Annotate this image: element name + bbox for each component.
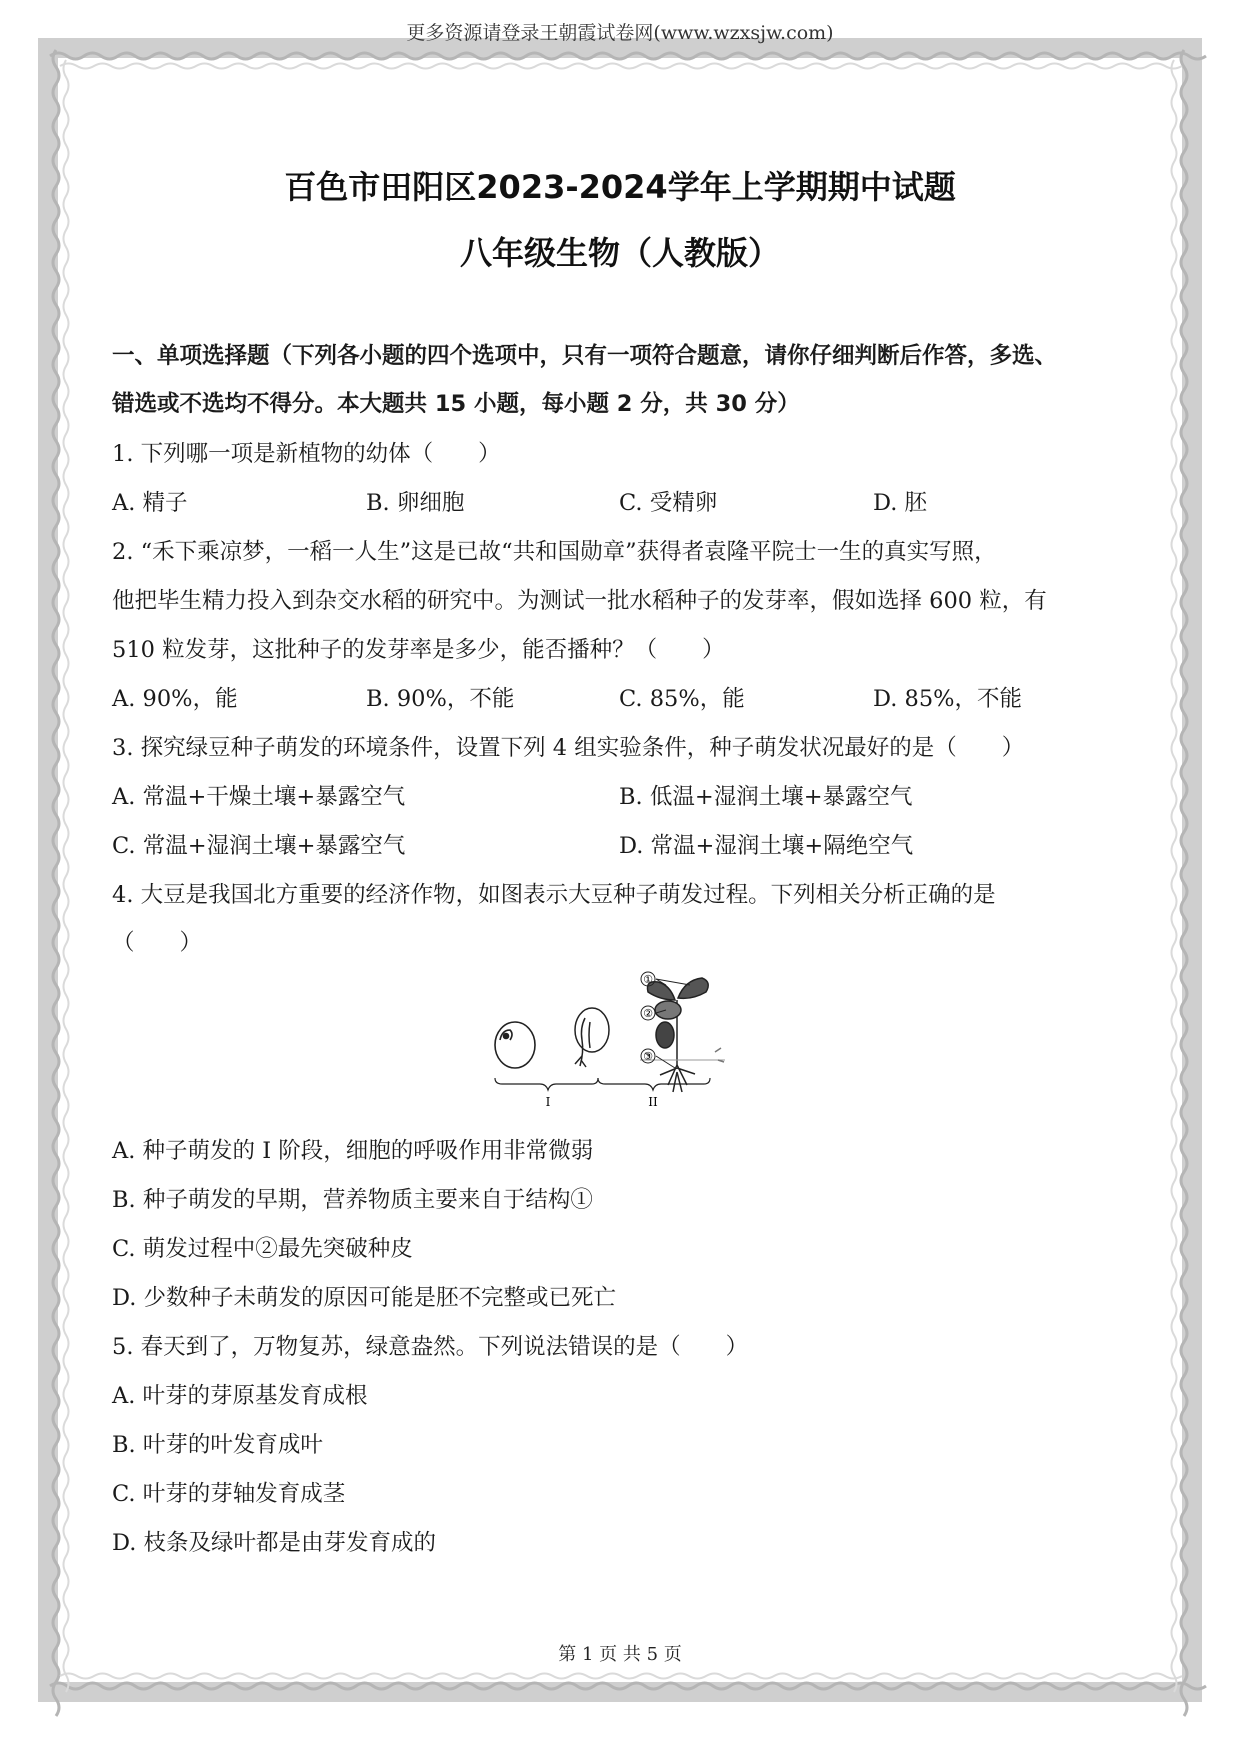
q1-option-a: A. 精子 [112, 490, 188, 516]
q3-option-a: A. 常温+干燥土壤+暴露空气 [112, 784, 406, 810]
exam-subtitle: 八年级生物（人教版） [459, 234, 780, 272]
soybean-germination-figure [480, 960, 780, 1110]
question-2-line3: 510 粒发芽，这批种子的发芽率是多少，能否播种？（ ） [112, 637, 725, 663]
stage-braces [495, 1078, 710, 1090]
question-4-line2: （ ） [112, 930, 203, 956]
stage-label-2: II [648, 1095, 658, 1109]
q2-option-c: C. 85%，能 [619, 686, 745, 712]
exam-title: 百色市田阳区2023-2024学年上学期期中试题 [284, 168, 956, 206]
q1-option-d: D. 胚 [873, 490, 928, 516]
q4-option-a: A. 种子萌发的 I 阶段，细胞的呼吸作用非常微弱 [112, 1138, 594, 1164]
label-3: ③ [643, 1050, 653, 1063]
q5-option-b: B. 叶芽的叶发育成叶 [112, 1432, 323, 1458]
q5-option-c: C. 叶芽的芽轴发育成茎 [112, 1481, 346, 1507]
q1-option-c: C. 受精卵 [619, 490, 718, 516]
q1-option-b: B. 卵细胞 [366, 490, 465, 516]
site-header: 更多资源请登录王朝霞试卷网(www.wzxsjw.com) [406, 22, 834, 44]
q2-option-d: D. 85%，不能 [873, 686, 1023, 712]
section-instructions-line1: 一、单项选择题（下列各小题的四个选项中，只有一项符合题意，请你仔细判断后作答，多选、 [112, 343, 1058, 369]
question-2-line2: 他把毕生精力投入到杂交水稻的研究中。为测试一批水稻种子的发芽率，假如选择 600 粒，有 [112, 588, 1047, 614]
question-3-stem: 3. 探究绿豆种子萌发的环境条件，设置下列 4 组实验条件，种子萌发状况最好的是（ ） [112, 735, 1025, 761]
seedling [640, 978, 725, 1092]
q4-option-c: C. 萌发过程中②最先突破种皮 [112, 1236, 413, 1262]
seed-germinating [575, 1008, 609, 1067]
page-number: 第 1 页 共 5 页 [558, 1644, 682, 1665]
q2-option-b: B. 90%，不能 [366, 686, 515, 712]
q5-option-d: D. 枝条及绿叶都是由芽发育成的 [112, 1530, 437, 1556]
label-1: ① [643, 973, 653, 986]
question-2-line1: 2. “禾下乘凉梦，一稻一人生”这是已故“共和国勋章”获得者袁隆平院士一生的真实写照， [112, 539, 997, 565]
label-2: ② [643, 1007, 653, 1020]
question-1-stem: 1. 下列哪一项是新植物的幼体（ ） [112, 441, 501, 467]
q4-option-d: D. 少数种子未萌发的原因可能是胚不完整或已死亡 [112, 1285, 617, 1311]
section-instructions-line2: 错选或不选均不得分。本大题共 15 小题，每小题 2 分，共 30 分） [112, 391, 800, 417]
seed-stage-1 [495, 1022, 535, 1068]
question-4-line1: 4. 大豆是我国北方重要的经济作物，如图表示大豆种子萌发过程。下列相关分析正确的是 [112, 882, 996, 908]
question-5-stem: 5. 春天到了，万物复苏，绿意盎然。下列说法错误的是（ ） [112, 1334, 749, 1360]
q3-option-d: D. 常温+湿润土壤+隔绝空气 [619, 833, 914, 859]
stage-label-1: I [545, 1095, 551, 1109]
q3-option-c: C. 常温+湿润土壤+暴露空气 [112, 833, 406, 859]
q5-option-a: A. 叶芽的芽原基发育成根 [112, 1383, 368, 1409]
q3-option-b: B. 低温+湿润土壤+暴露空气 [619, 784, 913, 810]
q2-option-a: A. 90%，能 [112, 686, 238, 712]
q4-option-b: B. 种子萌发的早期，营养物质主要来自于结构① [112, 1187, 593, 1213]
